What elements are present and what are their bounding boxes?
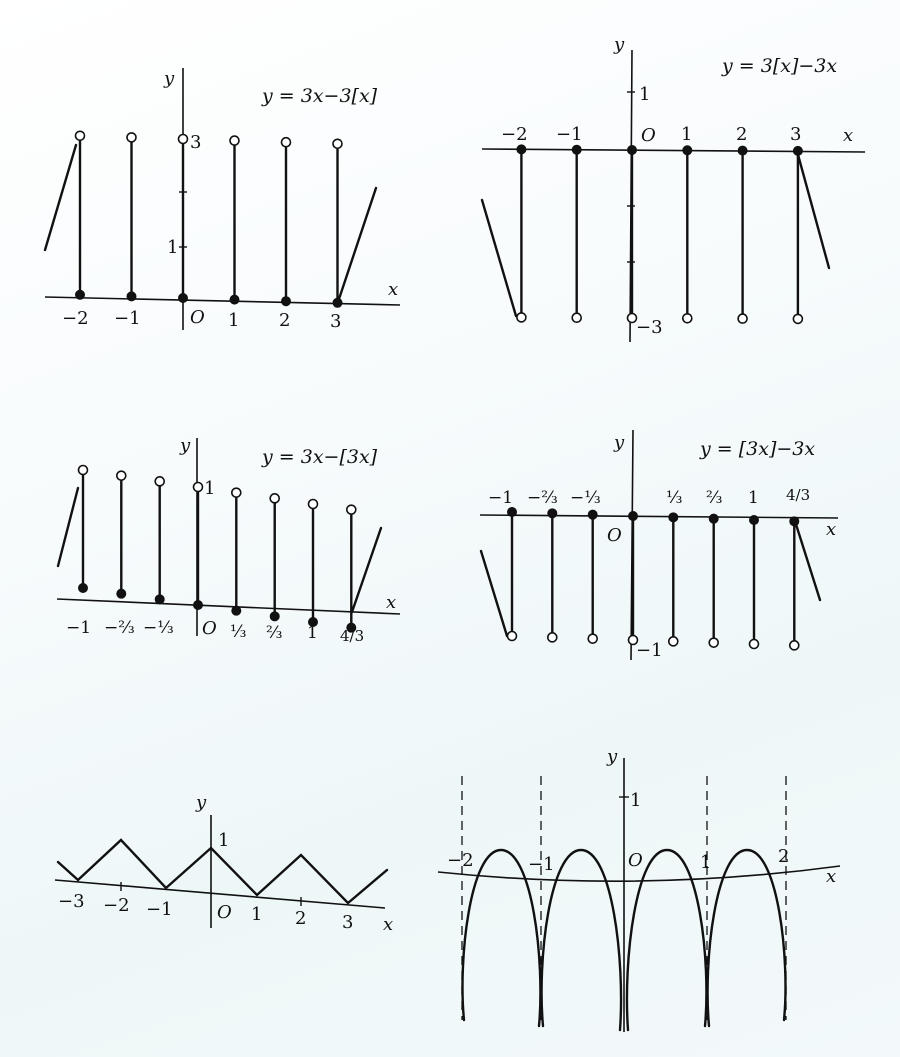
- x-tick-label: −1: [528, 854, 555, 875]
- open-point: [793, 314, 802, 323]
- filled-point: [117, 589, 126, 598]
- filled-point: [629, 512, 638, 521]
- data-series: [45, 131, 376, 307]
- data-series: [58, 466, 381, 633]
- open-point: [508, 632, 517, 641]
- open-point: [548, 633, 557, 642]
- data-series: [482, 145, 829, 324]
- y-axis-label: y: [607, 746, 618, 767]
- x-tick-label: 4/3: [786, 486, 811, 504]
- x-tick-label: ⅔: [266, 623, 283, 643]
- open-point: [282, 138, 291, 147]
- origin-label: O: [628, 850, 643, 871]
- x-tick-label: −1: [146, 899, 173, 920]
- x-tick-label: 1: [748, 488, 759, 508]
- open-point: [309, 500, 318, 509]
- filled-point: [572, 145, 581, 154]
- filled-point: [270, 612, 279, 621]
- chart-panel-a: [45, 68, 400, 332]
- y-axis-label: y: [164, 68, 175, 89]
- filled-point: [79, 584, 88, 593]
- open-point: [232, 488, 241, 497]
- open-point: [790, 641, 799, 650]
- data-series-line: [45, 145, 76, 250]
- open-point: [79, 466, 88, 475]
- open-point: [194, 483, 203, 492]
- origin-label: O: [190, 307, 205, 328]
- x-tick-label: −2: [501, 124, 528, 145]
- x-axis-label: x: [826, 519, 837, 540]
- x-tick-label: ⅓: [666, 488, 683, 508]
- chart-title: y = 3x−3[x]: [262, 85, 378, 107]
- filled-point: [155, 595, 164, 604]
- x-tick-label: 3: [330, 311, 342, 332]
- x-tick-label: 2: [736, 124, 748, 145]
- x-tick-label: −2: [62, 308, 89, 329]
- x-tick-label: 2: [778, 846, 790, 867]
- filled-point: [709, 514, 718, 523]
- filled-point: [628, 146, 637, 155]
- chart-panel-c: [57, 435, 400, 645]
- open-point: [117, 471, 126, 480]
- open-point: [709, 638, 718, 647]
- x-axis-label: x: [843, 125, 854, 146]
- x-tick-label: 1: [251, 904, 263, 925]
- x-tick-label: 3: [342, 912, 354, 933]
- x-tick-label: ⅓: [230, 622, 247, 642]
- chart-title: y = 3[x]−3x: [722, 55, 838, 77]
- filled-point: [517, 145, 526, 154]
- x-tick-label: −1: [556, 124, 583, 145]
- open-point: [230, 136, 239, 145]
- y-tick-label: 1: [218, 830, 230, 851]
- x-tick-label: ⅔: [706, 488, 723, 508]
- chart-panel-e: [55, 792, 393, 935]
- y-tick-label: 1: [204, 478, 216, 499]
- x-axis: [482, 149, 865, 152]
- data-series-line: [352, 528, 381, 612]
- open-point: [669, 637, 678, 646]
- y-axis-label: y: [614, 432, 625, 453]
- data-series-line: [627, 850, 706, 1030]
- open-point: [270, 494, 279, 503]
- filled-point: [282, 297, 291, 306]
- open-point: [517, 313, 526, 322]
- x-tick-label: −⅓: [143, 618, 174, 638]
- x-tick-label: −⅓: [570, 488, 601, 508]
- x-tick-label: −2: [103, 895, 130, 916]
- data-series-line: [797, 151, 829, 268]
- filled-point: [508, 508, 517, 517]
- data-series-line: [338, 188, 376, 302]
- open-point: [572, 313, 581, 322]
- data-series: [481, 508, 820, 650]
- x-axis-label: x: [383, 914, 394, 935]
- y-tick-label: 3: [190, 132, 202, 153]
- data-series-line: [542, 850, 621, 1030]
- filled-point: [750, 516, 759, 525]
- y-tick-label: 1: [167, 237, 179, 258]
- open-point: [738, 314, 747, 323]
- filled-point: [76, 290, 85, 299]
- y-tick-label: −1: [636, 640, 663, 661]
- filled-point: [588, 510, 597, 519]
- x-tick-label: −⅔: [104, 618, 135, 638]
- filled-point: [194, 601, 203, 610]
- filled-point: [232, 606, 241, 615]
- data-series-line: [58, 488, 78, 566]
- x-axis: [480, 515, 838, 518]
- x-tick-label: 2: [295, 908, 307, 929]
- x-tick-label: 2: [279, 310, 291, 331]
- x-axis: [45, 297, 400, 305]
- x-tick-label: 4/3: [340, 627, 365, 645]
- x-tick-label: −2: [447, 850, 474, 871]
- y-tick-label: −3: [636, 317, 663, 338]
- data-series-line: [463, 850, 541, 1026]
- filled-point: [333, 298, 342, 307]
- x-tick-label: 1: [700, 852, 712, 873]
- filled-point: [230, 295, 239, 304]
- filled-point: [179, 294, 188, 303]
- x-tick-label: −1: [488, 488, 514, 508]
- open-point: [588, 634, 597, 643]
- open-point: [179, 135, 188, 144]
- x-tick-label: −1: [114, 308, 141, 329]
- x-tick-label: −3: [58, 891, 85, 912]
- open-point: [76, 131, 85, 140]
- y-tick-label: 1: [630, 790, 642, 811]
- x-axis-label: x: [826, 866, 837, 887]
- chart-panel-d: [480, 430, 838, 661]
- filled-point: [127, 292, 136, 301]
- chart-panel-f: [438, 746, 840, 1032]
- open-point: [155, 477, 164, 486]
- filled-point: [669, 513, 678, 522]
- chart-title: y = [3x]−3x: [700, 438, 816, 460]
- origin-label: O: [607, 525, 622, 546]
- open-point: [750, 640, 759, 649]
- y-axis-label: y: [180, 435, 191, 456]
- filled-point: [738, 146, 747, 155]
- x-tick-label: −1: [66, 618, 92, 638]
- x-axis-label: x: [388, 279, 399, 300]
- data-series-line: [481, 551, 507, 636]
- filled-point: [790, 517, 799, 526]
- origin-label: O: [217, 902, 232, 923]
- filled-point: [548, 509, 557, 518]
- origin-label: O: [641, 125, 656, 146]
- x-tick-label: −⅔: [527, 488, 558, 508]
- open-point: [347, 505, 356, 514]
- origin-label: O: [202, 618, 217, 639]
- y-tick-label: 1: [639, 84, 651, 105]
- filled-point: [683, 146, 692, 155]
- x-tick-label: 1: [228, 310, 240, 331]
- x-axis: [57, 599, 400, 614]
- data-series-line: [794, 518, 820, 600]
- x-tick-label: 3: [790, 124, 802, 145]
- data-series-line: [482, 200, 516, 316]
- open-point: [333, 139, 342, 148]
- chart-title: y = 3x−[3x]: [262, 446, 378, 468]
- open-point: [127, 133, 136, 142]
- chart-panel-b: [482, 34, 865, 342]
- y-axis-label: y: [614, 34, 625, 55]
- y-axis-label: y: [196, 792, 207, 813]
- x-tick-label: 1: [307, 623, 318, 643]
- filled-point: [793, 146, 802, 155]
- x-axis-label: x: [386, 592, 397, 613]
- open-point: [683, 314, 692, 323]
- x-tick-label: 1: [681, 124, 693, 145]
